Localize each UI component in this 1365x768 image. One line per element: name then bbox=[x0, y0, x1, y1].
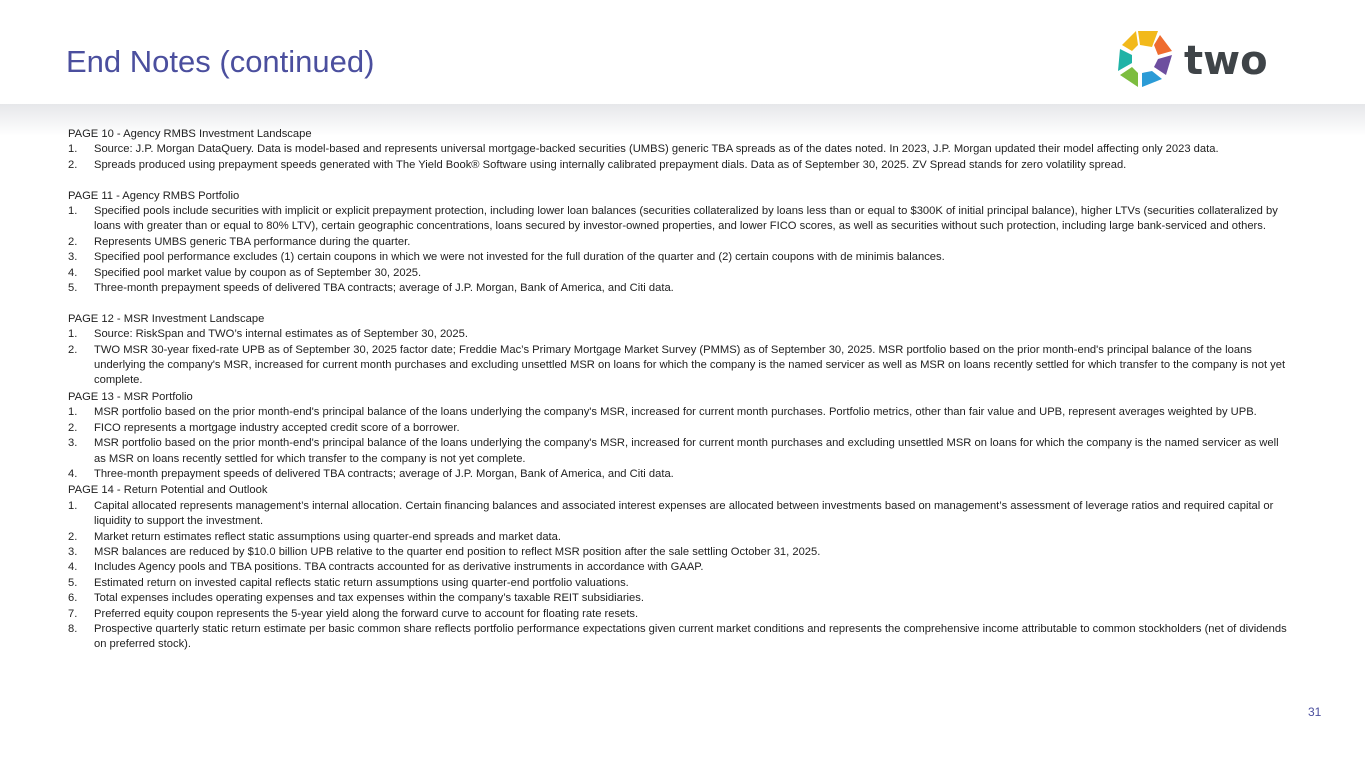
footnote-number: 1. bbox=[68, 328, 78, 341]
footnote-item bbox=[68, 607, 1293, 622]
footnote-number: 7. bbox=[68, 607, 78, 620]
footnote-text: Three-month prepayment speeds of delivered TBA contracts; average of J.P. Morgan, Bank of America, and Citi data. bbox=[94, 467, 674, 480]
footnote-text: Source: RiskSpan and TWO’s internal estimates as of September 30, 2025. bbox=[94, 328, 468, 341]
notes-section bbox=[68, 312, 1293, 389]
footnote-number: 4. bbox=[68, 561, 78, 574]
footnote-text: Specified pools include securities with implicit or explicit prepayment protection, including lower loan balances (securities collateralized by loans less than or equal to $300K of initial principal balance), higher LTVs (securities collateralized by loans with greater than or equal to 80% LTV), certain geographic concentrations, loans secured by investor-owned properties, and lower FICO scores, as well as securities without such protection, including large bank-serviced and others. bbox=[94, 205, 1278, 233]
footnote-text: MSR portfolio based on the prior month-end's principal balance of the loans underlying the company's MSR, increased for current month purchases. Portfolio metrics, other than fair value and UPB, represent averages weighted by UPB. bbox=[94, 406, 1257, 419]
logo-wordmark: two bbox=[1184, 38, 1268, 84]
footnote-item bbox=[68, 499, 1293, 530]
footnote-item bbox=[68, 204, 1293, 235]
notes-section bbox=[68, 390, 1293, 482]
footnote-text: Three-month prepayment speeds of delivered TBA contracts; average of J.P. Morgan, Bank of America, and Citi data. bbox=[94, 282, 674, 295]
footnote-item bbox=[68, 158, 1293, 173]
footnote-text: MSR balances are reduced by $10.0 billion UPB relative to the quarter end position to reflect MSR position after the sale settling October 31, 2025. bbox=[94, 545, 821, 558]
footnote-number: 1. bbox=[68, 205, 78, 218]
footnote-text: TWO MSR 30-year fixed-rate UPB as of September 30, 2025 factor date; Freddie Mac’s Primary Mortgage Market Survey (PMMS) as of September 30, 2025. MSR portfolio based on the prior month-end's principal balance of the loans underlying the company's MSR, increased for current month purchases and excluding unsettled MSR on loans for which the company is the named servicer as well as MSR on loans recently settled for which transfer to the company is not yet complete. bbox=[94, 343, 1286, 387]
footnote-text: Specified pool market value by coupon as of September 30, 2025. bbox=[94, 266, 422, 279]
footnote-number: 1. bbox=[68, 406, 78, 419]
footnote-item bbox=[68, 622, 1293, 653]
footnote-text: MSR portfolio based on the prior month-end's principal balance of the loans underlying the company's MSR, increased for current month purchases and excluding unsettled MSR on loans for which the company is the named servicer as well as MSR on loans recently settled for which transfer to the company is not yet complete. bbox=[94, 437, 1279, 465]
footnote-number: 5. bbox=[68, 576, 78, 589]
page-number: 31 bbox=[1308, 705, 1322, 719]
footnote-number: 4. bbox=[68, 467, 78, 480]
footnote-number: 3. bbox=[68, 545, 78, 558]
footnote-item bbox=[68, 250, 1293, 265]
slide-header bbox=[0, 0, 1365, 104]
footnote-text: FICO represents a mortgage industry accepted credit score of a borrower. bbox=[94, 421, 460, 434]
footnote-text: Market return estimates reflect static assumptions using quarter-end spreads and market data. bbox=[94, 530, 561, 543]
footnote-item bbox=[68, 235, 1293, 250]
footnote-item bbox=[68, 560, 1293, 575]
section-heading: PAGE 12 - MSR Investment Landscape bbox=[68, 312, 265, 325]
section-heading: PAGE 10 - Agency RMBS Investment Landscape bbox=[68, 128, 312, 140]
footnote-number: 2. bbox=[68, 343, 78, 356]
footnote-item bbox=[68, 530, 1293, 545]
section-heading: PAGE 11 - Agency RMBS Portfolio bbox=[68, 189, 240, 202]
footnote-text: Preferred equity coupon represents the 5-year yield along the forward curve to account for floating rate resets. bbox=[94, 607, 639, 620]
footnote-number: 2. bbox=[68, 235, 78, 248]
footnote-text: Represents UMBS generic TBA performance during the quarter. bbox=[94, 235, 411, 248]
footnote-text: Spreads produced using prepayment speeds generated with The Yield Book® Software using internally calibrated prepayment dials. Data as of September 30, 2025. ZV Spread stands for zero volatility spread. bbox=[94, 158, 1127, 171]
footnote-number: 2. bbox=[68, 530, 78, 543]
footnote-number: 1. bbox=[68, 499, 78, 512]
two-logo bbox=[1110, 26, 1300, 92]
footnote-text: Specified pool performance excludes (1) certain coupons in which we were not invested for the full duration of the quarter and (2) certain coupons with de minimis balances. bbox=[94, 251, 945, 264]
footnote-number: 1. bbox=[68, 143, 78, 156]
notes-section bbox=[68, 189, 1293, 297]
footnote-item bbox=[68, 405, 1293, 420]
footnote-text: Estimated return on invested capital reflects static return assumptions using quarter-end portfolio valuations. bbox=[94, 576, 629, 589]
footnote-text: Includes Agency pools and TBA positions. TBA contracts accounted for as derivative instruments in accordance with GAAP. bbox=[94, 561, 704, 574]
footnote-text: Source: J.P. Morgan DataQuery. Data is model-based and represents universal mortgage-backed securities (UMBS) generic TBA spreads as of the dates noted. In 2023, J.P. Morgan updated their model affecting only 2023 data. bbox=[94, 143, 1219, 156]
footnote-item bbox=[68, 343, 1293, 389]
notes-section bbox=[68, 483, 1293, 652]
footnote-item bbox=[68, 545, 1293, 560]
footnote-item bbox=[68, 421, 1293, 436]
footnote-number: 3. bbox=[68, 437, 78, 450]
footnote-item bbox=[68, 576, 1293, 591]
section-heading: PAGE 13 - MSR Portfolio bbox=[68, 390, 193, 403]
footnote-item bbox=[68, 281, 1293, 296]
footnote-item bbox=[68, 327, 1293, 342]
footnote-item bbox=[68, 467, 1293, 482]
footnote-item bbox=[68, 142, 1293, 157]
footnote-number: 4. bbox=[68, 266, 78, 279]
footnote-text: Capital allocated represents management’s internal allocation. Certain financing balances and associated interest expenses are allocated between investments based on management’s assessment of leverage ratios and required capital or liquidity to support the investment. bbox=[94, 499, 1274, 528]
notes-section bbox=[68, 127, 1293, 173]
footnote-item bbox=[68, 591, 1293, 606]
footnote-number: 5. bbox=[68, 282, 78, 295]
footnote-number: 3. bbox=[68, 251, 78, 264]
footnote-item bbox=[68, 266, 1293, 281]
footnote-number: 2. bbox=[68, 158, 78, 171]
footnote-number: 6. bbox=[68, 592, 78, 605]
footnote-text: Total expenses includes operating expenses and tax expenses within the company’s taxable REIT subsidiaries. bbox=[94, 592, 644, 605]
section-heading: PAGE 14 - Return Potential and Outlook bbox=[68, 484, 268, 497]
end-notes-content bbox=[68, 127, 1293, 668]
footnote-item bbox=[68, 436, 1293, 467]
footnote-text: Prospective quarterly static return estimate per basic common share reflects portfolio performance expectations given current market conditions and represents the comprehensive income attributable to common stockholders (net of dividends on preferred stock). bbox=[94, 622, 1287, 651]
logo-star-icon bbox=[1118, 31, 1172, 87]
page-title: End Notes (continued) bbox=[66, 44, 375, 79]
footnote-number: 8. bbox=[68, 622, 78, 635]
footnote-number: 2. bbox=[68, 421, 78, 434]
